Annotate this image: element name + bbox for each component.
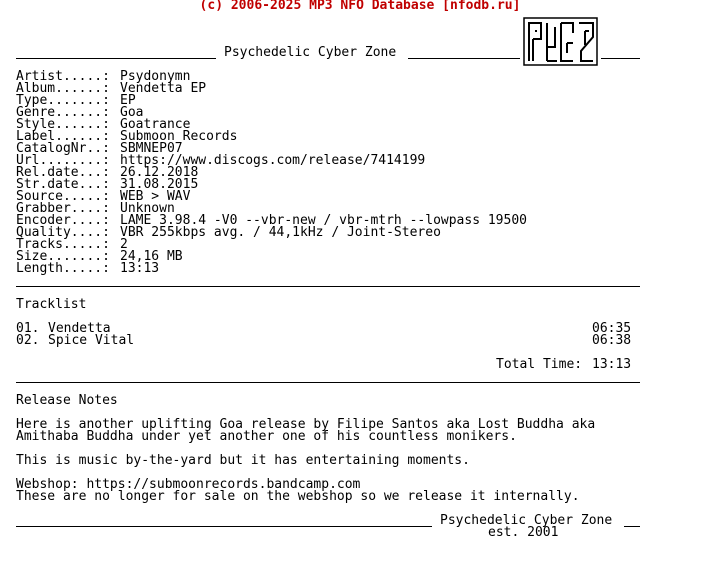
info-label: Artist.....: [16,69,110,84]
track-1-num: 01. [16,321,40,336]
info-value: Vendetta EP [120,81,207,96]
top-rule-right [408,58,520,59]
notes-webshop: Webshop: https://submoonrecords.bandcamp.com [16,477,361,492]
track-1-title: Vendetta [48,321,111,336]
release-notes-heading: Release Notes [16,393,118,408]
top-rule-tail [601,58,640,59]
footer-rule-right [624,526,640,527]
info-label: Type.......: [16,93,110,108]
info-value: 24,16 MB [120,249,183,264]
notes-line-2: Amithaba Buddha under yet another one of his countless monikers. [16,429,517,444]
top-rule-left [16,58,216,59]
info-value: SBMNEP07 [120,141,183,156]
total-time-value: 13:13 [592,357,632,372]
info-label: Genre......: [16,105,110,120]
info-value: Psydonymn [120,69,191,84]
info-label: Grabber....: [16,201,110,216]
track-2-num: 02. [16,333,40,348]
info-label: Label......: [16,129,110,144]
info-value: WEB > WAV [120,189,191,204]
info-value: 13:13 [120,261,160,276]
divider-1 [16,286,640,287]
track-1-time: 06:35 [592,321,632,336]
info-value: 2 [120,237,128,252]
info-label: Rel.date...: [16,165,110,180]
group-title-footer: Psychedelic Cyber Zone [440,513,613,528]
notes-line-3: This is music by-the-yard but it has entertaining moments. [16,453,470,468]
info-value: Goatrance [120,117,191,132]
tracklist-heading: Tracklist [16,297,87,312]
info-value: VBR 255kbps avg. / 44,1kHz / Joint-Stereo [120,225,441,240]
info-value: 26.12.2018 [120,165,199,180]
info-label: Url........: [16,153,110,168]
info-value: https://www.discogs.com/release/7414199 [120,153,426,168]
info-label: CatalogNr..: [16,141,110,156]
info-label: Size.......: [16,249,110,264]
info-value: EP [120,93,136,108]
notes-line-1: Here is another uplifting Goa release by Filipe Santos aka Lost Buddha aka [16,417,596,432]
info-value: Goa [120,105,144,120]
total-time-label: Total Time: [496,357,583,372]
nfodb-banner: (c) 2006-2025 MP3 NFO Database [nfodb.ru] [199,0,521,13]
notes-line-5: These are no longer for sale on the webshop so we release it internally. [16,489,580,504]
info-label: Album......: [16,81,110,96]
group-logo [523,17,598,66]
info-label: Encoder....: [16,213,110,228]
info-label: Tracks.....: [16,237,110,252]
info-value: 31.08.2015 [120,177,199,192]
track-2-title: Spice Vital [48,333,135,348]
info-value: Unknown [120,201,175,216]
info-label: Str.date...: [16,177,110,192]
info-value: Submoon Records [120,129,238,144]
divider-2 [16,382,640,383]
info-label: Source.....: [16,189,110,204]
info-label: Style......: [16,117,110,132]
group-title-top: Psychedelic Cyber Zone [224,45,397,60]
established-year: est. 2001 [488,525,559,540]
info-label: Quality....: [16,225,110,240]
track-2-time: 06:38 [592,333,632,348]
info-label: Length.....: [16,261,110,276]
footer-rule-left [16,526,432,527]
info-value: LAME 3.98.4 -V0 --vbr-new / vbr-mtrh --lowpass 19500 [120,213,527,228]
